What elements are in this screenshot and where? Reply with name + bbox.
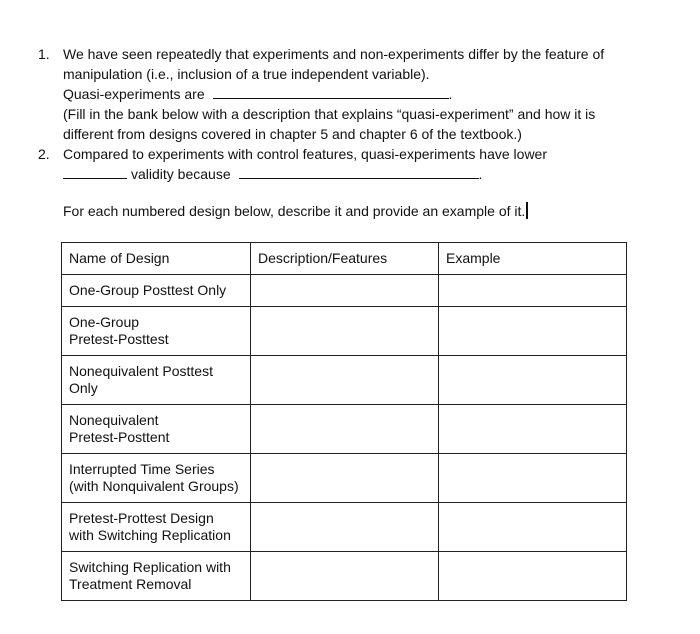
prompt-text: validity because [131, 166, 231, 182]
prompt-end: . [448, 86, 453, 102]
example-cell[interactable] [439, 307, 627, 356]
design-name-cell [62, 356, 251, 405]
question-list [38, 44, 678, 184]
note-line: (Fill in the bank below with a description that explains “quasi-experiment” and how it is [63, 106, 596, 122]
header-description-features: Description/Features [251, 243, 439, 275]
description-cell[interactable] [251, 454, 439, 503]
design-name: Interrupted Time Series [69, 461, 215, 477]
design-name: Treatment Removal [69, 576, 192, 592]
table-row [62, 307, 627, 356]
description-cell[interactable] [251, 275, 439, 307]
example-cell[interactable] [439, 405, 627, 454]
question-2 [38, 144, 678, 184]
table-row [62, 405, 627, 454]
design-name: One-Group Posttest Only [69, 282, 227, 298]
question-number: 1. [38, 46, 50, 62]
design-name-cell [62, 405, 251, 454]
design-name: Switching Replication with [69, 559, 231, 575]
design-table [61, 242, 627, 601]
header-name-of-design: Name of Design [62, 243, 251, 275]
table-row [62, 356, 627, 405]
description-cell[interactable] [251, 503, 439, 552]
table-row [62, 552, 627, 601]
design-name-cell [62, 307, 251, 356]
design-name-cell [62, 454, 251, 503]
description-cell[interactable] [251, 307, 439, 356]
fill-in-line [63, 84, 678, 104]
note-line: different from designs covered in chapter 5 and chapter 6 of the textbook.) [63, 126, 522, 142]
design-name: Nonequivalent [69, 412, 159, 428]
answer-blank[interactable] [213, 84, 449, 99]
text-cursor [526, 202, 528, 219]
description-cell[interactable] [251, 552, 439, 601]
reason-blank[interactable] [239, 164, 479, 179]
description-cell[interactable] [251, 405, 439, 454]
header-example: Example [439, 243, 627, 275]
prompt-text: Quasi-experiments are [63, 86, 205, 102]
question-number: 2. [38, 146, 50, 162]
design-name: Pretest-Prottest Design [69, 510, 214, 526]
design-name-cell [62, 275, 251, 307]
design-name: (with Nonquivalent Groups) [69, 478, 239, 494]
instruction-label: For each numbered design below, describe it and provide an example of it. [63, 203, 526, 219]
design-name: with Switching Replication [69, 527, 231, 543]
fill-in-line [63, 164, 678, 184]
instruction-text [63, 201, 528, 221]
example-cell[interactable] [439, 503, 627, 552]
question-text-line: Compared to experiments with control features, quasi-experiments have lower [63, 146, 548, 162]
design-name: One-Group [69, 314, 140, 330]
design-name: Only [69, 380, 98, 396]
question-text-line: manipulation (i.e., inclusion of a true independent variable). [63, 66, 430, 82]
question-text-line: We have seen repeatedly that experiments and non-experiments differ by the feature of [63, 46, 605, 62]
question-1 [38, 44, 678, 144]
design-name: Pretest-Posttest [69, 331, 169, 347]
validity-type-blank[interactable] [63, 164, 127, 179]
description-cell[interactable] [251, 356, 439, 405]
table-header-row [62, 243, 627, 275]
example-cell[interactable] [439, 552, 627, 601]
example-cell[interactable] [439, 454, 627, 503]
design-name-cell [62, 503, 251, 552]
table-row [62, 275, 627, 307]
design-name-cell [62, 552, 251, 601]
design-name: Nonequivalent Posttest [69, 363, 213, 379]
design-name: Pretest-Posttent [69, 429, 170, 445]
table-row [62, 454, 627, 503]
prompt-end: . [478, 166, 483, 182]
example-cell[interactable] [439, 356, 627, 405]
table-row [62, 503, 627, 552]
example-cell[interactable] [439, 275, 627, 307]
